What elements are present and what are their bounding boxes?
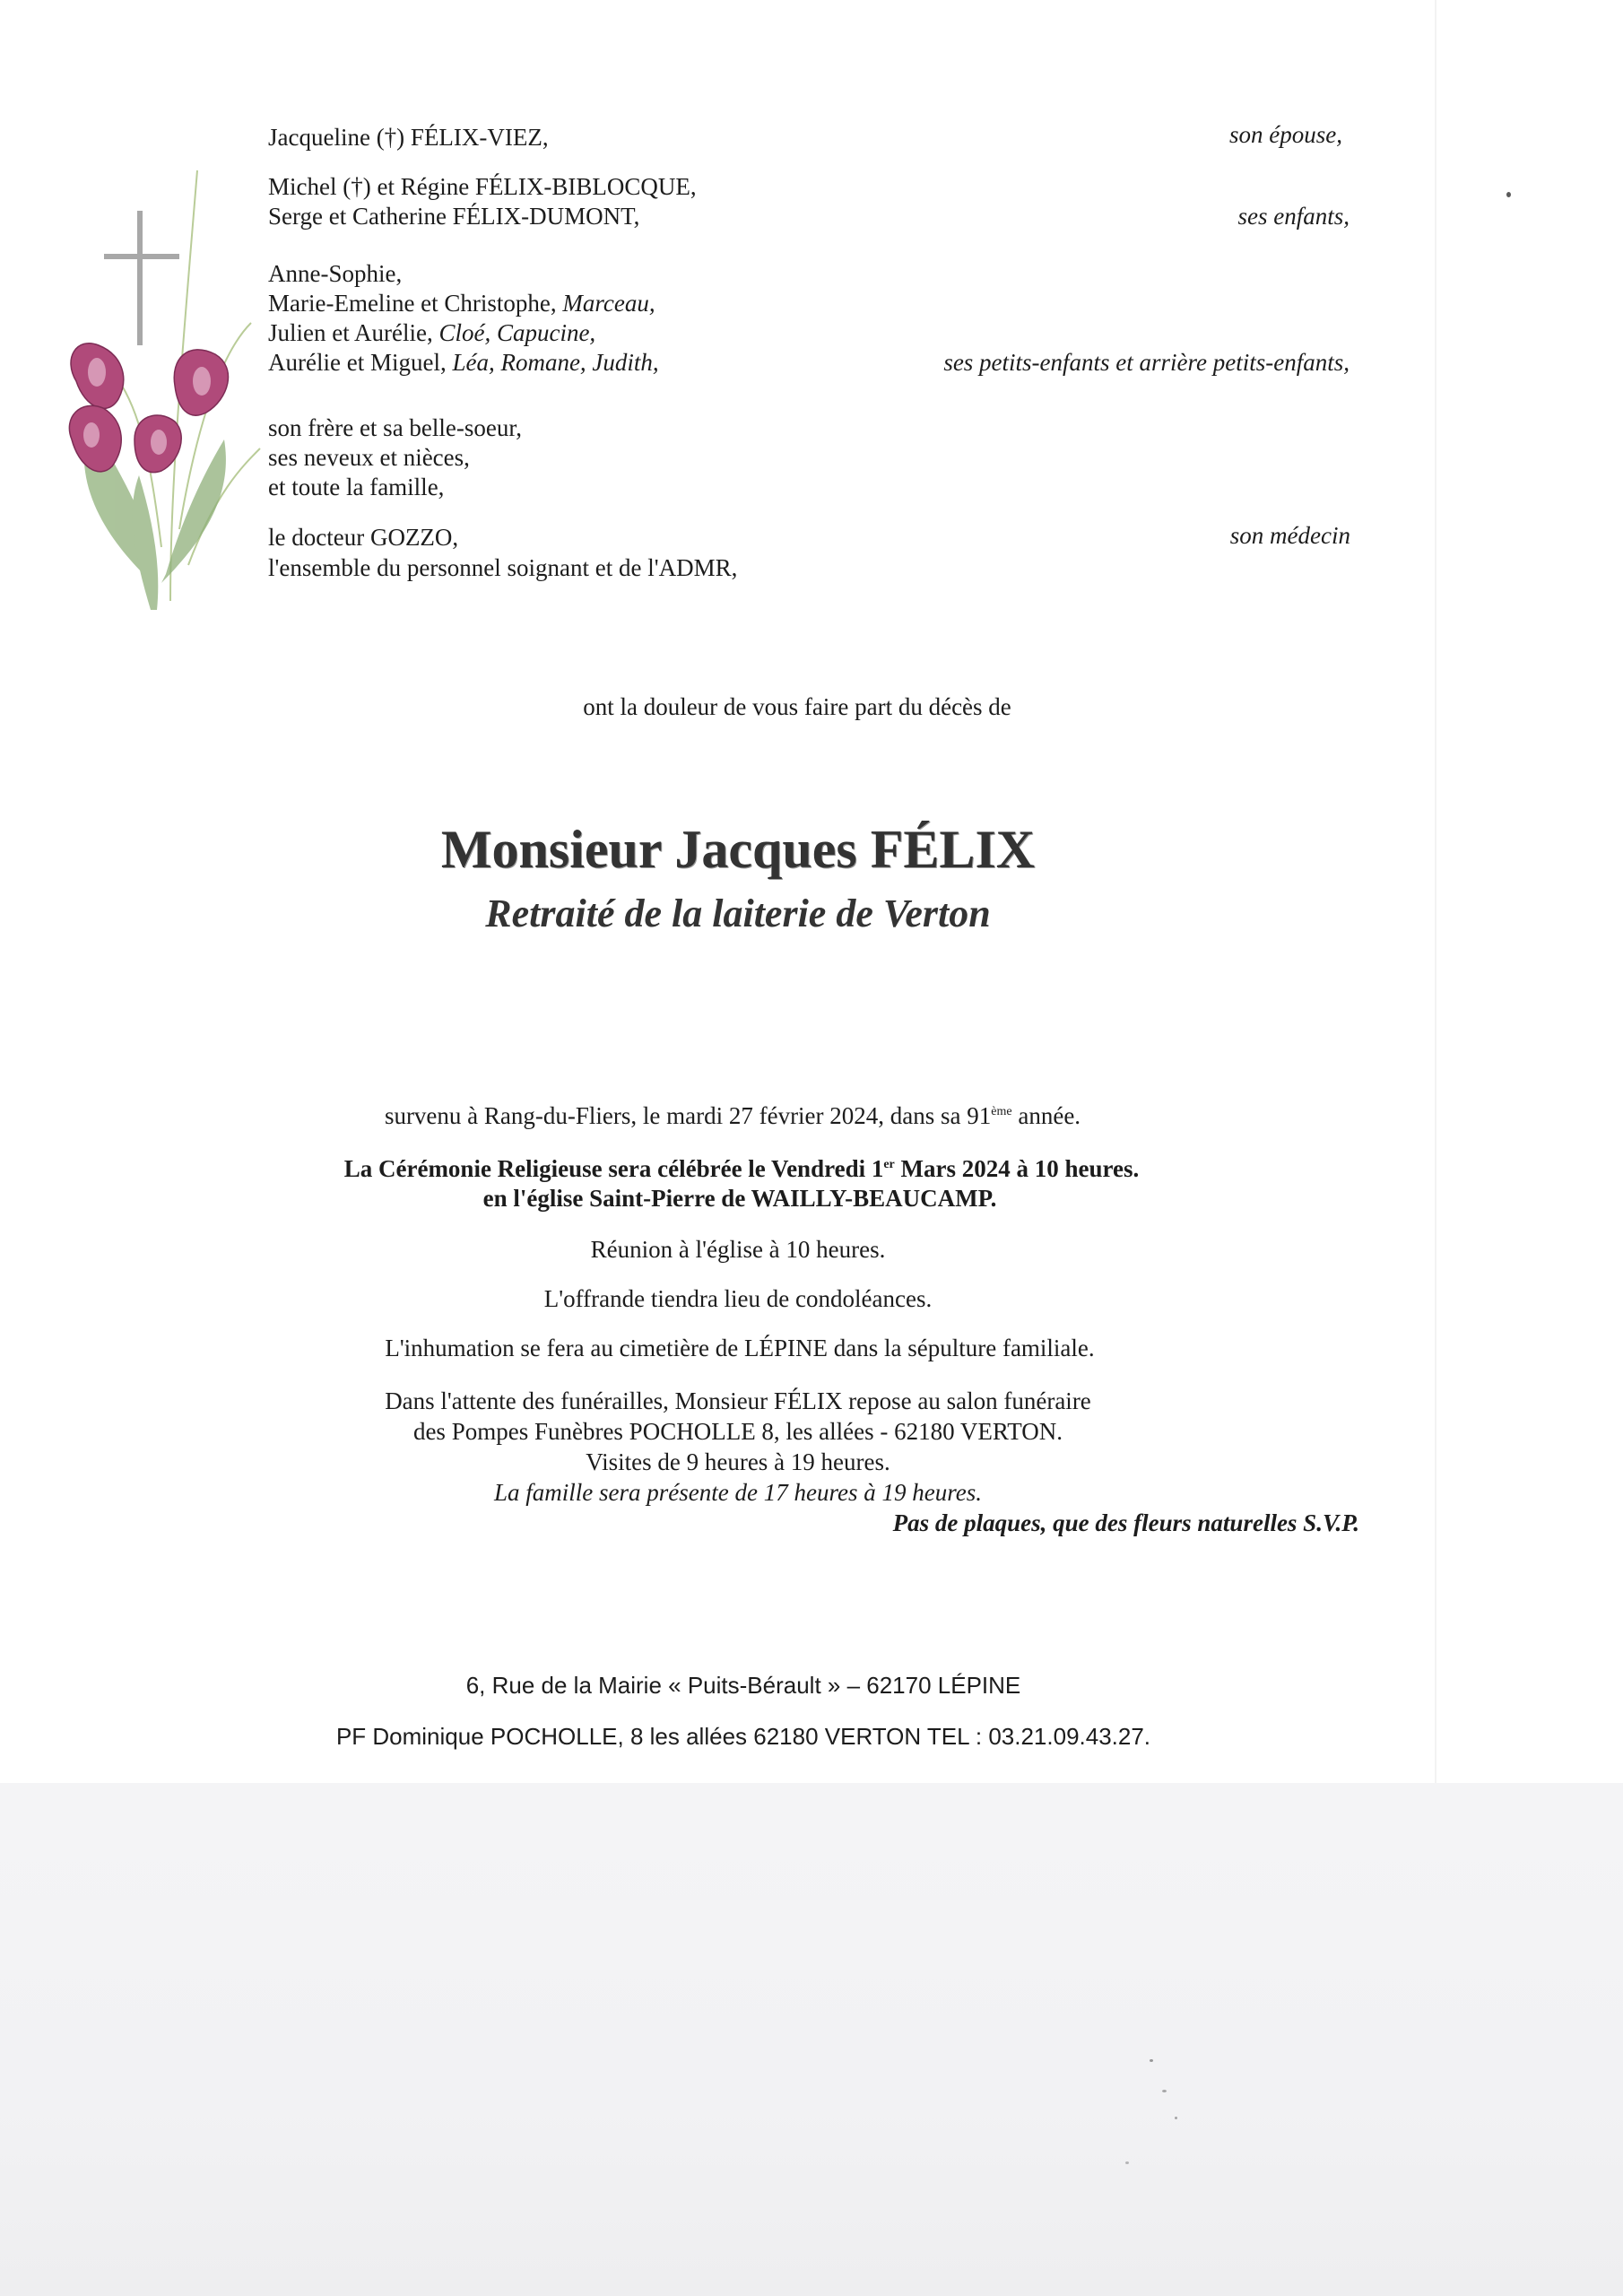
- deceased-title: Retraité de la laiterie de Verton: [485, 891, 991, 935]
- child-line: Michel (†) et Régine FÉLIX-BIBLOCQUE,: [268, 173, 697, 200]
- doctor-relation: son médecin: [1229, 522, 1350, 549]
- sibling-line: son frère et sa belle-soeur,: [268, 414, 523, 441]
- deceased-name: Monsieur Jacques FÉLIX: [440, 820, 1036, 879]
- scan-background: [0, 1783, 1623, 2296]
- rest-text-line: Dans l'attente des funérailles, Monsieur FÉLIX repose au salon funéraire: [385, 1387, 1091, 1414]
- sibling-line: ses neveux et nièces,: [268, 444, 470, 471]
- scan-speck: [1150, 2059, 1153, 2062]
- burial-text: L'inhumation se fera au cimetière de LÉPINE dans la sépulture familiale.: [385, 1335, 1095, 1361]
- visits-text: Visites de 9 heures à 19 heures.: [586, 1448, 890, 1475]
- scan-speck: [1506, 192, 1511, 197]
- rest-text-line: des Pompes Funèbres POCHOLLE 8, les allées - 62180 VERTON.: [412, 1418, 1063, 1445]
- funeral-home-footer: PF Dominique POCHOLLE, 8 les allées 62180 VERTON TEL : 03.21.09.43.27.: [335, 1723, 1151, 1750]
- doctor-line: l'ensemble du personnel soignant et de l'ADMR,: [268, 554, 738, 581]
- flowers-note: Pas de plaques, que des fleurs naturelles S.V.P.: [892, 1509, 1359, 1536]
- grandchild-line: Julien et Aurélie, Cloé, Capucine,: [268, 319, 596, 346]
- grandchild-line: Anne-Sophie,: [268, 260, 403, 287]
- ceremony-text: La Cérémonie Religieuse sera célébrée le Vendredi 1er Mars 2024 à 10 heures.: [343, 1155, 1140, 1182]
- death-notice: survenu à Rang-du-Fliers, le mardi 27 février 2024, dans sa 91ème année.: [384, 1102, 1081, 1129]
- cross-icon: [104, 211, 179, 345]
- offering-text: L'offrande tiendra lieu de condoléances.: [543, 1285, 933, 1312]
- doctor-line: le docteur GOZZO,: [268, 524, 459, 551]
- scan-speck: [1162, 2090, 1167, 2092]
- spouse-relation: son épouse,: [1229, 121, 1342, 148]
- family-present-text: La famille sera présente de 17 heures à 19 heures.: [494, 1479, 982, 1506]
- grandchild-line: Aurélie et Miguel, Léa, Romane, Judith,: [268, 349, 659, 376]
- grandchildren-relation: ses petits-enfants et arrière petits-enfants,: [943, 349, 1350, 376]
- child-line: Serge et Catherine FÉLIX-DUMONT,: [268, 203, 640, 230]
- scan-speck: [1175, 2117, 1177, 2119]
- grandchild-line: Marie-Emeline et Christophe, Marceau,: [268, 290, 655, 317]
- children-relation: ses enfants,: [1237, 203, 1350, 230]
- meeting-text: Réunion à l'église à 10 heures.: [590, 1236, 886, 1263]
- cross-and-lilies-illustration: [36, 152, 269, 628]
- announcement-text: ont la douleur de vous faire part du décès de: [583, 693, 1011, 720]
- church-text: en l'église Saint-Pierre de WAILLY-BEAUCAMP.: [482, 1185, 997, 1212]
- spouse-name: Jacqueline (†) FÉLIX-VIEZ,: [268, 124, 549, 151]
- address-footer: 6, Rue de la Mairie « Puits-Bérault » – 62170 LÉPINE: [465, 1672, 1021, 1699]
- scan-speck: [1125, 2161, 1129, 2164]
- sibling-line: et toute la famille,: [268, 474, 445, 500]
